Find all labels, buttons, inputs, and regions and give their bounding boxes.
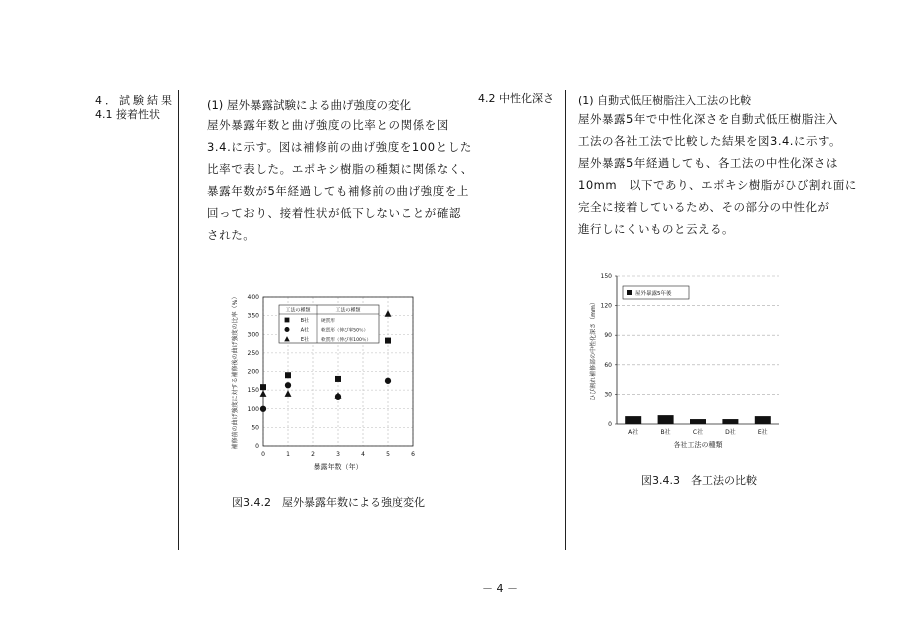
figure-caption-comparison: 図3.4.3 各工法の比較 <box>641 474 757 487</box>
legend-series-name: B社 <box>300 318 309 324</box>
y-tick-label: 200 <box>247 368 259 376</box>
y-tick-label: 350 <box>247 312 259 320</box>
legend-swatch <box>627 290 632 295</box>
x-tick-label: 6 <box>411 451 415 458</box>
y-tick-label: 60 <box>604 361 612 369</box>
data-point <box>385 378 391 384</box>
data-point <box>385 310 392 317</box>
x-tick-label: D社 <box>725 429 736 436</box>
y-tick-label: 150 <box>247 387 259 395</box>
x-tick-label: 1 <box>286 451 290 458</box>
y-tick-label: 30 <box>604 391 612 399</box>
x-tick-label: B社 <box>660 429 671 436</box>
data-point <box>285 390 292 397</box>
text-line: 暴露年数が5年経過しても補修前の曲げ強度を上 <box>207 184 470 198</box>
figure-caption-strength: 図3.4.2 屋外暴露年数による強度変化 <box>232 496 425 509</box>
legend-series-name: E社 <box>300 337 309 343</box>
y-tick-label: 50 <box>251 424 259 432</box>
bar <box>755 416 771 424</box>
subsection-title: 4.1 接着性状 <box>95 108 160 121</box>
y-tick-label: 400 <box>247 294 259 301</box>
x-tick-label: 4 <box>361 451 365 458</box>
text-line: 比率で表した。エポキシ樹脂の種類に関係なく、 <box>207 162 473 176</box>
text-line: 完全に接着しているため、その部分の中性化が <box>578 200 830 214</box>
y-tick-label: 150 <box>600 273 612 280</box>
bar <box>625 416 641 424</box>
y-tick-label: 0 <box>255 443 259 450</box>
data-point <box>285 372 291 378</box>
legend-series-name: A社 <box>300 327 309 334</box>
middle-heading: (1) 屋外暴露試験による曲げ強度の変化 <box>207 98 411 112</box>
y-axis-label: 補修前の曲げ強度に対する補修後の曲げ強度の比率（%） <box>232 293 239 450</box>
y-tick-label: 100 <box>247 405 259 413</box>
column-divider-left <box>178 90 179 550</box>
y-tick-label: 250 <box>247 349 259 357</box>
right-heading: (1) 自動式低圧樹脂注入工法の比較 <box>578 94 752 107</box>
data-point <box>285 382 291 388</box>
text-line: された。 <box>207 228 256 242</box>
right-section-title: 4.2 中性化深さ <box>478 92 554 105</box>
x-tick-label: 3 <box>336 451 340 458</box>
text-line: 屋外暴露年数と曲げ強度の比率との関係を図 <box>207 118 449 132</box>
data-point <box>260 390 267 397</box>
legend-header: 工法の種類 <box>335 307 361 314</box>
legend-series-name: 屋外暴露5年後 <box>635 291 672 297</box>
x-axis-label: 暴露年数（年） <box>313 463 363 471</box>
data-point <box>260 406 266 412</box>
legend-marker <box>285 318 290 323</box>
column-divider-right <box>565 90 566 550</box>
legend-series-material: 軟質形（伸び率100％） <box>321 338 372 343</box>
y-tick-label: 0 <box>608 421 612 428</box>
bar <box>658 415 674 424</box>
x-tick-label: E社 <box>757 429 768 436</box>
x-tick-label: 5 <box>386 451 390 458</box>
legend-series-material: 硬質形 <box>321 319 335 324</box>
middle-paragraph <box>207 114 557 246</box>
legend-series-material: 軟質形（伸び率50％） <box>321 328 369 334</box>
data-point <box>385 338 391 344</box>
x-axis-label: 各社工法の種類 <box>673 441 723 449</box>
text-line: 屋外暴露5年で中性化深さを自動式低圧樹脂注入 <box>578 112 838 126</box>
data-point <box>260 384 266 390</box>
text-line: 工法の各社工法で比較した結果を図3.4.に示す。 <box>578 134 842 148</box>
page-number: － 4 － <box>482 582 518 595</box>
bar <box>690 419 706 424</box>
x-tick-label: A社 <box>628 429 639 436</box>
text-line: 3.4.に示す。図は補修前の曲げ強度を100とした <box>207 140 472 154</box>
bar <box>722 419 738 424</box>
data-point <box>335 376 341 382</box>
section-title: 4．試験結果 <box>95 94 175 107</box>
bar-chart <box>585 268 785 453</box>
right-paragraph <box>578 108 898 240</box>
y-tick-label: 300 <box>247 331 259 339</box>
legend-marker <box>284 327 289 332</box>
x-tick-label: C社 <box>692 429 704 436</box>
text-line: 進行しにくいものと云える。 <box>578 222 734 236</box>
x-tick-label: 2 <box>311 451 315 458</box>
y-axis-label: ひび割れ補修部の中性化深さ（mm） <box>590 299 597 401</box>
text-line: 屋外暴露5年経過しても、各工法の中性化深さは <box>578 156 838 170</box>
legend-header: 工法の種類 <box>285 307 311 314</box>
y-tick-label: 120 <box>600 302 612 310</box>
x-tick-label: 0 <box>261 451 265 458</box>
y-tick-label: 90 <box>604 332 612 340</box>
scatter-chart <box>225 285 425 475</box>
text-line: 回っており、接着性状が低下しないことが確認 <box>207 206 462 220</box>
text-line: 10mm 以下であり、エポキシ樹脂がひび割れ面に <box>578 178 857 192</box>
